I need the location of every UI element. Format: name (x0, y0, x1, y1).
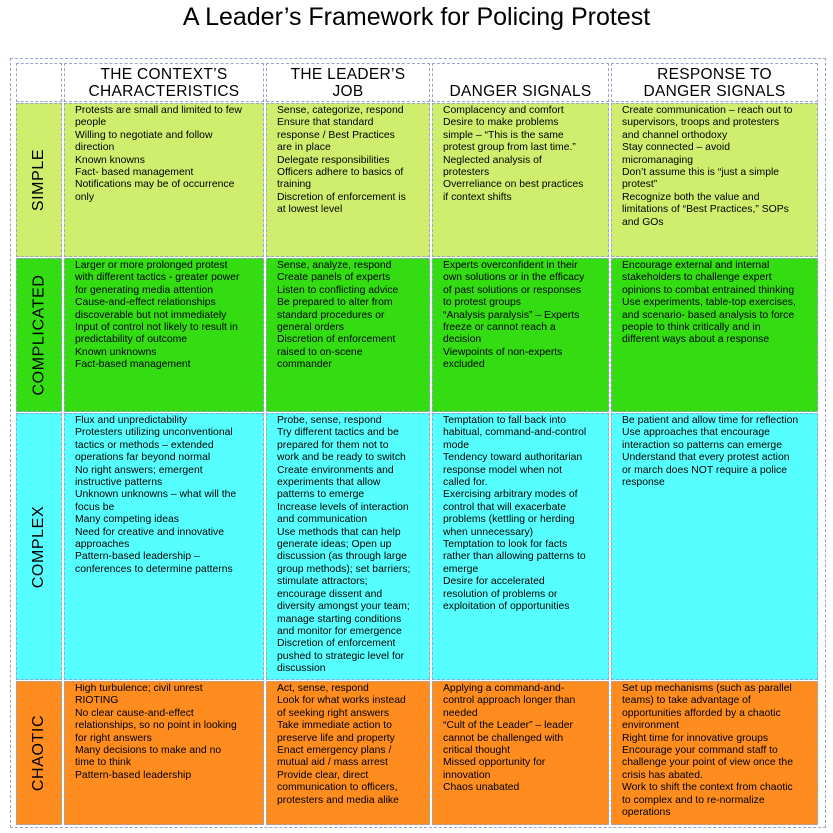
row-label-chaotic (16, 681, 62, 825)
cell-line: No right answers; emergent (75, 464, 203, 476)
row-label-text: CHAOTIC (30, 714, 48, 792)
cell-line: for generating media attention (75, 284, 214, 296)
cell-simple-leaders-job (266, 103, 430, 257)
cell-line: Pattern-based leadership – (75, 551, 200, 563)
cell-line: Work to shift the context from chaotic (622, 782, 793, 794)
cell-line: approaches (75, 539, 130, 551)
cell-line: Officers adhere to basics of (277, 167, 404, 179)
cell-line: people to think critically and in (622, 322, 761, 334)
cell-line: standard procedures or (277, 309, 385, 321)
cell-line: relationships, so no point in looking (75, 720, 237, 732)
cell-line: own solutions or in the efficacy (443, 272, 585, 284)
cell-line: Missed opportunity for (443, 757, 546, 769)
cell-line: Flux and unpredictability (75, 415, 188, 426)
cell-line: Input of control not likely to result in (75, 322, 238, 334)
cell-line: control that will exacerbate (443, 501, 567, 513)
cell-line: protest group from last time.” (443, 142, 576, 154)
cell-line: of past solutions or responses (443, 284, 582, 296)
cell-line: operations far beyond normal (75, 452, 211, 464)
cell-line: Encourage external and internal (622, 260, 770, 271)
cell-line: Larger or more prolonged protest (75, 260, 228, 271)
cell-line: Stay connected – avoid (622, 142, 731, 154)
cell-line: Probe, sense, respond (277, 415, 382, 426)
cell-line: problems (kettling or herding (443, 514, 575, 526)
cell-complex-danger-signals (432, 413, 609, 680)
row-label-simple (16, 103, 62, 257)
cell-line: Known unknowns (75, 346, 157, 358)
cell-line: pushed to strategic level for (277, 650, 405, 662)
cell-line: protesters (443, 167, 490, 179)
cell-line: Need for creative and innovative (75, 526, 225, 538)
cell-line: Temptation to fall back into (443, 415, 567, 426)
cell-line: challenge your point of view once the (622, 757, 793, 769)
cell-line: exploitation of opportunities (443, 601, 570, 613)
cell-line: called for. (443, 477, 488, 489)
cell-line: patterns to emerge (277, 489, 365, 501)
cell-line: Delegate responsibilities (277, 154, 390, 166)
cell-line: control approach longer than (443, 695, 576, 707)
cell-line: generate ideas; Open up (277, 539, 392, 551)
cell-line: encourage dissent and (277, 588, 383, 600)
cell-line: experiments that allow (277, 477, 381, 489)
cell-line: simple – “This is the same (443, 129, 564, 141)
cell-line: Temptation to look for facts (443, 539, 568, 551)
cell-line: opinions to combat entrained thinking (622, 284, 795, 296)
cell-line: to complex and to re-normalize (622, 794, 765, 806)
cell-line: Create panels of experts (277, 272, 391, 284)
cell-line: resolution of problems or (443, 588, 558, 600)
cell-line: are in place (277, 142, 331, 154)
cell-line: at lowest level (277, 204, 343, 216)
cell-line: Desire to make problems (443, 117, 559, 129)
cell-line: Recognize both the value and (622, 191, 760, 203)
cell-line: High turbulence; civil unrest (75, 683, 203, 694)
cell-complex-leaders-job (266, 413, 430, 680)
cell-line: crisis has abated. (622, 769, 703, 781)
cell-line: conferences to determine patterns (75, 563, 233, 575)
cell-line: Neglected analysis of (443, 154, 542, 166)
header-line: DANGER SIGNALS (643, 83, 786, 100)
cell-line: Experts overconfident in their (443, 260, 578, 271)
cell-line: Try different tactics and be (277, 427, 399, 439)
cell-line: No clear cause-and-effect (75, 707, 194, 719)
cell-line: Desire for accelerated (443, 576, 545, 588)
cell-line: Be patient and allow time for reflection (622, 415, 799, 426)
cell-line: teams) to take advantage of (622, 695, 751, 707)
cell-line: discussion (277, 663, 326, 675)
cell-line: response model when not (443, 464, 562, 476)
cell-line: when unnecessary) (443, 526, 534, 538)
cell-line: protesters and media alike (277, 794, 399, 806)
cell-line: Applying a command-and- (443, 683, 565, 694)
page-title: A Leader’s Framework for Policing Protest (182, 3, 651, 31)
cell-line: Use methods that can help (277, 526, 401, 538)
row-label-text: COMPLICATED (30, 274, 48, 396)
cell-line: Right time for innovative groups (622, 732, 769, 744)
cell-line: habitual, command-and-control (443, 427, 587, 439)
cell-line: Act, sense, respond (277, 683, 369, 694)
cell-line: Look for what works instead (277, 695, 406, 707)
cell-line: Discretion of enforcement (277, 638, 396, 650)
cell-line: Complacency and comfort (443, 105, 564, 116)
cell-line: Pattern-based leadership (75, 769, 192, 781)
cell-line: communication to officers, (277, 782, 398, 794)
cell-line: Understand that every protest action (622, 452, 790, 464)
cell-line: general orders (277, 322, 345, 334)
cell-chaotic-response (611, 681, 818, 825)
cell-line: critical thought (443, 745, 510, 757)
cell-line: with different tactics - greater power (75, 272, 240, 284)
cell-line: “Cult of the Leader” – leader (443, 720, 573, 732)
cell-line: training (277, 179, 312, 191)
cell-line: mode (443, 439, 469, 451)
cell-line: decision (443, 334, 482, 346)
cell-line: “Analysis paralysis” – Experts (443, 309, 580, 321)
cell-line: response / Best Practices (277, 129, 395, 141)
cell-line: Enact emergency plans / (277, 745, 392, 757)
cell-complicated-response (611, 258, 818, 412)
cell-line: Create communication – reach out to (622, 105, 793, 116)
cell-line: Many competing ideas (75, 514, 179, 526)
cell-line: to protest groups (443, 297, 521, 309)
cell-line: direction (75, 142, 115, 154)
cell-line: Use approaches that encourage (622, 427, 770, 439)
cell-line: Listen to conflicting advice (277, 284, 399, 296)
row-label-complicated (16, 258, 62, 412)
framework-table (10, 58, 826, 828)
cell-line: Viewpoints of non-experts (443, 346, 563, 358)
cell-line: and GOs (622, 216, 664, 228)
cell-line: Known knowns (75, 154, 145, 166)
cell-line: Increase levels of interaction (277, 501, 409, 513)
cell-line: micromanaging (622, 154, 694, 166)
cell-line: instructive patterns (75, 477, 163, 489)
cell-line: and communication (277, 514, 368, 526)
cell-line: focus be (75, 501, 115, 513)
cell-line: stimulate attractors; (277, 576, 368, 588)
cell-line: Set up mechanisms (such as parallel (622, 683, 792, 694)
cell-line: Discretion of enforcement is (277, 191, 406, 203)
cell-line: people (75, 117, 107, 129)
row-label-text: SIMPLE (30, 148, 48, 212)
cell-line: Willing to negotiate and follow (75, 129, 213, 141)
cell-line: mutual aid / mass arrest (277, 757, 388, 769)
cell-line: and scenario- based analysis to force (622, 309, 795, 321)
header-line (449, 66, 591, 83)
cell-line: group methods); set barriers; (277, 563, 411, 575)
cell-line: for right answers (75, 732, 152, 744)
cell-line: protest” (622, 179, 658, 191)
cell-line: manage starting conditions (277, 613, 402, 625)
cell-line: Sense, analyze, respond (277, 260, 392, 271)
cell-line: environment (622, 720, 680, 732)
cell-simple-characteristics (64, 103, 264, 257)
cell-line: Create environments and (277, 464, 394, 476)
cell-line: RIOTING (75, 695, 119, 707)
cell-chaotic-characteristics (64, 681, 264, 825)
cell-line: Use experiments, table-top exercises, (622, 297, 796, 309)
cell-complicated-leaders-job (266, 258, 430, 412)
cell-complicated-danger-signals (432, 258, 609, 412)
header-line: THE LEADER’S (290, 66, 406, 83)
cell-line: and monitor for emergence (277, 625, 402, 637)
cell-line: and channel orthodoxy (622, 129, 728, 141)
row-label-complex (16, 413, 62, 680)
cell-line: Sense, categorize, respond (277, 105, 404, 116)
cell-line: preserve life and property (277, 732, 395, 744)
cell-line: diversity amongst your team; (277, 601, 410, 613)
cell-line: predictability of outcome (75, 334, 188, 346)
cell-complex-response (611, 413, 818, 680)
header-line: CHARACTERISTICS (88, 83, 240, 100)
cell-chaotic-danger-signals (432, 681, 609, 825)
cell-complex-characteristics (64, 413, 264, 680)
header-leaders-job (266, 63, 430, 102)
cell-line: supervisors, troops and protesters (622, 117, 780, 129)
header-line: JOB (332, 83, 364, 100)
cell-line: prepared for them not to (277, 439, 389, 451)
cell-line: discoverable but not immediately (75, 309, 227, 321)
cell-simple-response (611, 103, 818, 257)
cell-line: Overreliance on best practices (443, 179, 584, 191)
cell-line: Ensure that standard (277, 117, 374, 129)
cell-line: Take immediate action to (277, 720, 392, 732)
cell-line: time to think (75, 757, 132, 769)
cell-line: freeze or cannot reach a (443, 322, 556, 334)
cell-line: operations (622, 807, 671, 819)
cell-line: Provide clear, direct (277, 769, 369, 781)
cell-simple-danger-signals (432, 103, 609, 257)
cell-line: stakeholders to challenge expert (622, 272, 772, 284)
cell-line: Discretion of enforcement (277, 334, 396, 346)
cell-line: Be prepared to alter from (277, 297, 393, 309)
cell-line: Tendency toward authoritarian (443, 452, 583, 464)
cell-line: emerge (443, 563, 479, 575)
cell-line: opportunities afforded by a chaotic (622, 707, 781, 719)
cell-line: Unknown unknowns – what will the (75, 489, 237, 501)
cell-line: Chaos unabated (443, 782, 520, 794)
cell-line: raised to on-scene (277, 346, 363, 358)
cell-line: Don’t assume this is “just a simple (622, 167, 780, 179)
cell-line: commander (277, 359, 332, 371)
header-danger-signals (432, 63, 609, 102)
header-line: RESPONSE TO (657, 66, 772, 83)
cell-line: Many decisions to make and no (75, 745, 222, 757)
cell-line: Protests are small and limited to few (75, 105, 242, 116)
cell-line: if context shifts (443, 191, 512, 203)
header-line: DANGER SIGNALS (449, 83, 592, 100)
header-response (611, 63, 818, 102)
cell-line: Protesters utilizing unconventional (75, 427, 233, 439)
cell-chaotic-leaders-job (266, 681, 430, 825)
cell-line: Cause-and-effect relationships (75, 297, 216, 309)
cell-line: of seeking right answers (277, 707, 390, 719)
cell-line: tactics or methods – extended (75, 439, 214, 451)
cell-line: Encourage your command staff to (622, 745, 778, 757)
cell-line: discussion (as through large (277, 551, 407, 563)
corner-cell (16, 63, 62, 102)
cell-line: needed (443, 707, 478, 719)
cell-line: or march does NOT require a police (622, 464, 787, 476)
cell-line: cannot be challenged with (443, 732, 564, 744)
cell-line: only (75, 191, 95, 203)
cell-line: rather than allowing patterns to (443, 551, 586, 563)
cell-line: response (622, 477, 665, 489)
cell-line: Fact- based management (75, 167, 194, 179)
header-line: THE CONTEXT’S (100, 66, 228, 83)
cell-line: Notifications may be of occurrence (75, 179, 235, 191)
cell-line: limitations of “Best Practices,” SOPs (622, 204, 789, 216)
header-characteristics (64, 63, 264, 102)
cell-line: work and be ready to switch (277, 452, 406, 464)
cell-line: excluded (443, 359, 485, 371)
cell-line: interaction so patterns can emerge (622, 439, 782, 451)
cell-line: Exercising arbitrary modes of (443, 489, 578, 501)
cell-complicated-characteristics (64, 258, 264, 412)
cell-line: innovation (443, 769, 491, 781)
cell-line: different ways about a response (622, 334, 770, 346)
cell-line: Fact-based management (75, 359, 191, 371)
row-label-text: COMPLEX (30, 505, 48, 588)
